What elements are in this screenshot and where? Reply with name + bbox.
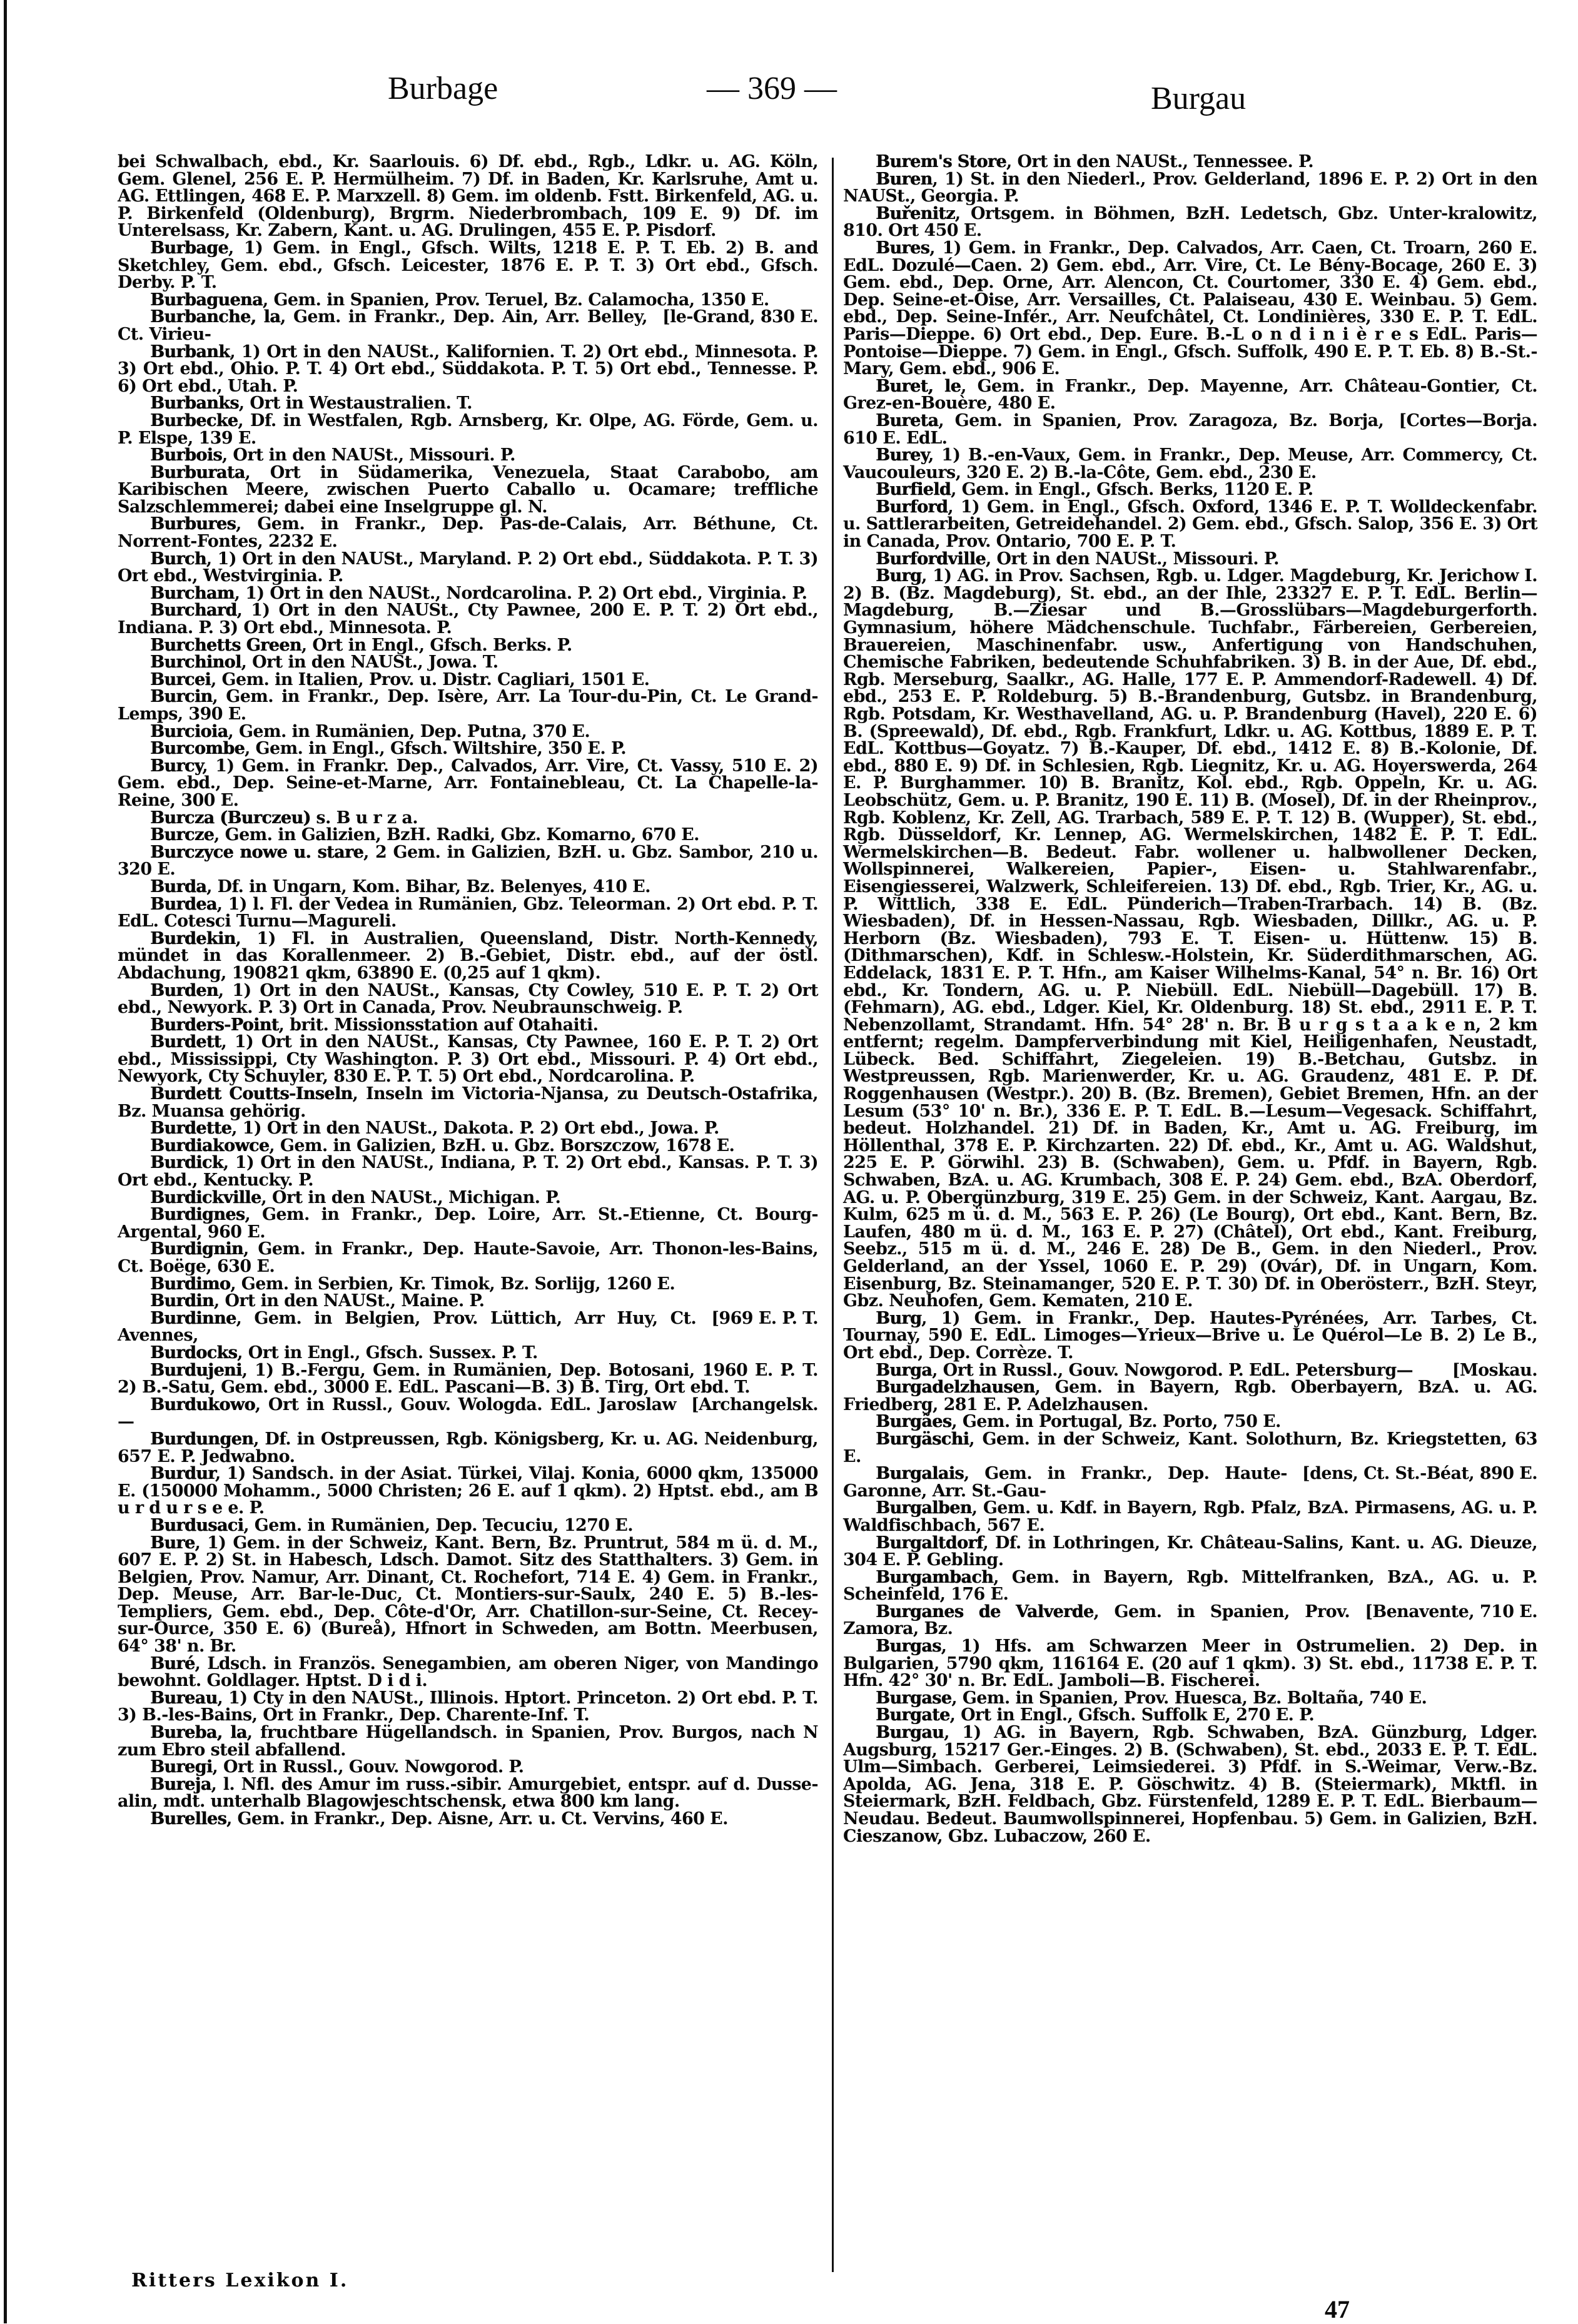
entry-text: , Gem. in Spanien, Prov. Huesca, Bz. Boltaña, 740 E. bbox=[951, 1688, 1427, 1708]
dictionary-entry bbox=[843, 1724, 1537, 1845]
entry-headword: Burcombe bbox=[150, 739, 245, 759]
entry-text: , 2 Gem. in Galizien, BzH. u. Gbz. Sambor, 210 u. 320 E. bbox=[118, 842, 818, 880]
entry-headword: Burchetts Green bbox=[150, 635, 301, 655]
entry-text: , Ort in Engl., Gfsch. Suffolk E, 270 E. P. bbox=[949, 1705, 1315, 1725]
entry-headword: Burcy bbox=[150, 756, 203, 776]
entry-text: , Gem. in Spanien, Prov. Teruel, Bz. Calamocha, 1350 E. bbox=[262, 290, 769, 310]
entry-headword: Burgate bbox=[876, 1705, 950, 1725]
entry-text: , 1) AG. in Prov. Sachsen, Rgb. u. Ldger. Magdeburg, Kr. Jerichow I. 2) B. (Bz. Magdeburg), St. ebd., an der Ihle, 23327 E. P. T. EdL. Berlin—Magdeburg, B.—Ziesar und B.—Grosslübars—Magdeburgerforth. Gymnasium, höhere Mädchenschule. Tuchfabr., Färbereien, Gerbereien, Brauereien, Maschinenfabr. usw., Anfertigung von Handschuhen, Chemische Fabriken, bedeutende Schuhfabriken. 3) B. in der Aue, Df. ebd., Rgb. Merseburg, Saalkr., AG. Halle, 177 E. P. Ammendorf-Radewell. 4) Df. ebd., 253 E. P. Roldeburg. 5) B.-Brandenburg, Gutsbz. in Brandenburg, Rgb. Potsdam, Kr. Westhavelland, AG. u. P. Brandenburg (Havel), 220 E. 6) B. (Spreewald), Df. ebd., Rgb. Frankfurt, Ldkr. u. AG. Kottbus, 1889 E. P. T. EdL. Kottbus—Goyatz. 7) B.-Kauper, Df. ebd., 1412 E. 8) B.-Kolonie, Df. ebd., 880 E. 9) Df. in Schlesien, Rgb. Liegnitz, Kr. u. AG. Hoyerswerda, 264 E. P. Burghammer. 10) B. Branitz, Kol. ebd., Rgb. Oppeln, Kr. u. AG. Leobschütz, Gem. u. P. Branitz, 190 E. 11) B. (Mosel), Df. in der Rheinprov., Rgb. Koblenz, Kr. Zell, AG. Trarbach, 589 E. P. T. 12) B. (Wupper), St. ebd., Rgb. Düsseldorf, Kr. Lennep, AG. Wermelskirchen, 1482 E. P. T. EdL. Wermelskirchen—B. Bedeut. Fabr. wollener u. halbwollener Decken, Wollspinnerei, Walkereien, Papier-, Eisen- u. Stahlwarenfabr., Eisengiesserei, Walzwerk, Schleifereien. 13) Df. ebd., Rgb. Trier, Kr., AG. u. P. Wittlich, 338 E. EdL. Pünderich—Traben-Trarbach. 14) B. (Bz. Wiesbaden), Df. in Hessen-Nassau, Rgb. Wiesbaden, Dillkr., AG. u. P. Herborn (Bz. Wiesbaden), 793 E. T. Eisen- u. Hüttenw. 15) B. (Dithmarschen), Kdf. in Schlesw.-Holstein, Kr. Süderdithmarschen, AG. Eddelack, 1831 E. P. T. Hfn., am Kaiser Wilhelms-Kanal, 54° n. Br. 16) Ort ebd., Kr. Tondern, AG. u. P. Niebüll. EdL. Niebüll—Dagebüll. 17) B. (Fehmarn), AG. ebd., Ldger. Kiel, Kr. Oldenburg. 18) St. ebd., 2911 E. P. T. Nebenzollamt, Strandamt. Hfn. 54° 28' n. Br. B u r g s t a a k e n, 2 km entfernt; regelm. Dampferverbindung mit Kiel, Heiligenhafen, Neustadt, Lübeck. Bed. Schiffahrt, Ziegeleien. 19) B.-Betchau, Gutsbz. in Westpreussen, Rgb. Marienwerder, Kr. u. AG. Graudenz, 481 E. P. Df. Roggenhausen (Westpr.). 20) B. (Bz. Bremen), Gebiet Bremen, Hfn. an der Lesum (53° 10' n. Br.), 336 E. P. T. EdL. B.—Lesum—Vegesack. Schiffahrt, bedeut. Holzhandel. 21) Df. in Baden, Kr., Amt u. AG. Freiburg, im Höllenthal, 378 E. P. Kirchzarten. 22) Df. ebd., Kr., Amt u. AG. Waldshut, 225 E. P. Görwihl. 23) B. (Schwaben), Gem. u. Pfdf. in Bayern, Rgb. Schwaben, BzA. u. AG. Krumbach, 308 E. P. 24) Gem. ebd., BzA. Oberdorf, AG. u. P. Obergünzburg, 319 E. 25) Gem. in der Schweiz, Kant. Aargau, Bz. Kulm, 625 m ü. d. M., 563 E. P. 26) (Le Bourg), Ort ebd., Kant. Bern, Bz. Laufen, 480 m ü. d. M., 163 E. P. 27) (Châtel), Ort ebd., Kant. Freiburg, Seebz., 515 m ü. d. M., 246 E. 28) De B., Gem. in den Niederl., Prov. Gelderland, an der Yssel, 1060 E. P. 29) (Ovár), Df. in Ungarn, Kom. Eisenburg, Bz. Steinamanger, 520 E. P. T. 30) Df. in Oberösterr., BzH. Steyr, Gbz. Neuhofen, Gem. Kematen, 210 E. bbox=[843, 566, 1537, 1311]
carryover-fragment: [Cortes—Borja. bbox=[1398, 410, 1537, 430]
entry-text: , Ort in Russl., Gouv. Wologda. EdL. Jaroslaw— bbox=[118, 1394, 677, 1432]
entry-text: s. B u r z a. bbox=[310, 808, 418, 828]
dictionary-entry bbox=[843, 205, 1537, 240]
dictionary-entry bbox=[118, 464, 818, 516]
dictionary-entry bbox=[118, 343, 818, 395]
entry-headword: Burdett Coutts-Inseln bbox=[150, 1084, 353, 1104]
dictionary-entry bbox=[118, 1655, 818, 1690]
entry-text: , Gem. in Frankr., Dep. Aisne, Arr. u. Ct. Vervins, 460 E. bbox=[226, 1809, 728, 1829]
carryover-fragment: [le-Grand, 830 E. bbox=[662, 307, 818, 327]
entry-headword: Burdimo bbox=[150, 1274, 231, 1294]
entry-text: , Df. in Lothringen, Kr. Château-Salins, Kant. u. AG. Dieuze, 304 E. P. Gebling. bbox=[843, 1533, 1537, 1570]
dictionary-entry bbox=[118, 1120, 818, 1137]
dictionary-entry bbox=[118, 1535, 818, 1655]
dictionary-entry bbox=[118, 826, 818, 844]
running-head-last-keyword: Burgau bbox=[1151, 81, 1247, 116]
entry-text: , Df. in Ungarn, Kom. Bihar, Bz. Belenyes, 410 E. bbox=[206, 876, 650, 896]
dictionary-entry bbox=[843, 1535, 1537, 1569]
entry-headword: Burdin bbox=[150, 1291, 214, 1311]
dictionary-entry bbox=[118, 878, 818, 896]
carryover-fragment: [Archangelsk. bbox=[691, 1394, 818, 1414]
entry-text: bei Schwalbach, ebd., Kr. Saarlouis. 6) Df. ebd., Rgb., Ldkr. u. AG. Köln, Gem. Glenel, 256 E. P. Hermülheim. 7) Df. in Baden, Kr. Karlsruhe, Amt u. AG. Ettlingen, 468 E. P. Marxzell. 8) Gem. im oldenb. Fstt. Birkenfeld, AG. u. P. Birkenfeld (Oldenburg), Brgrm. Niederbrombach, 109 E. 9) Df. im Unterelsass, Kr. Zabern, Kant. u. AG. Drulingen, 455 E. P. Pisdorf. bbox=[118, 152, 818, 241]
dictionary-entry bbox=[118, 1362, 818, 1396]
dictionary-entry bbox=[118, 809, 818, 827]
dictionary-entry bbox=[118, 240, 818, 292]
entry-headword: Burbaguena bbox=[150, 290, 263, 310]
entry-text: , 1) Ort in den NAUSt., Maryland. P. 2) Ort ebd., Süddakota. P. T. 3) Ort ebd., Westvirginia. P. bbox=[118, 549, 818, 586]
entry-text: , Ort in den NAUSt., Maine. P. bbox=[213, 1291, 485, 1311]
dictionary-entry bbox=[118, 395, 818, 412]
entry-text: , 1) Fl. in Australien, Queensland, Distr. North-Kennedy, mündet in das Korallenmeer. 2) B.-Gebiet, Distr. ebd., auf der östl. Abdachung, 190821 qkm, 63890 E. (0,25 auf 1 qkm). bbox=[118, 928, 818, 983]
entry-headword: Burgalben bbox=[876, 1498, 972, 1518]
dictionary-entry bbox=[843, 567, 1537, 1310]
entry-headword: Burbank bbox=[150, 342, 230, 362]
dictionary-entry bbox=[843, 1431, 1537, 1465]
footer-publication-title: Ritters Lexikon I. bbox=[131, 2270, 349, 2291]
entry-headword: Bure bbox=[150, 1533, 195, 1553]
entry-text: , Gem. in Portugal, Bz. Porto, 750 E. bbox=[951, 1412, 1281, 1432]
dictionary-entry bbox=[118, 585, 818, 602]
dictionary-entry bbox=[118, 308, 818, 343]
entry-headword: Burch bbox=[150, 549, 206, 569]
entry-headword: Bureja bbox=[150, 1774, 211, 1794]
entry-headword: Burbecke bbox=[150, 410, 238, 430]
entry-text: , fruchtbare Hügellandsch. in Spanien, Prov. Burgos, nach N zum Ebro steil abfallend. bbox=[118, 1723, 818, 1760]
entry-headword: Buregi bbox=[150, 1757, 213, 1777]
entry-headword: Burford bbox=[876, 497, 948, 517]
dictionary-entry bbox=[843, 1465, 1537, 1499]
dictionary-entry bbox=[118, 1465, 818, 1517]
entry-text: , 1) Hfs. am Schwarzen Meer in Ostrumelien. 2) Dep. in Bulgarien, 5790 qkm, 116164 E. (20 auf 1 qkm). 3) St. ebd., 11738 E. P. T. Hfn. 42° 30' n. Br. EdL. Jamboli—B. Fischerei. bbox=[843, 1636, 1537, 1691]
dictionary-entry bbox=[118, 515, 818, 550]
dictionary-entry bbox=[843, 240, 1537, 378]
dictionary-entry bbox=[843, 1499, 1537, 1534]
entry-text: , Gem. in Bayern, Rgb. Oberbayern, BzA. u. AG. Friedberg, 281 E. P. Adelzhausen. bbox=[843, 1378, 1537, 1414]
dictionary-entry bbox=[118, 412, 818, 447]
carryover-fragment: [Benavente, 710 E. bbox=[1365, 1601, 1537, 1621]
entry-text: , Gem. in Frankr., Dep. Haute-Garonne, Arr. St.-Gau- bbox=[843, 1464, 1287, 1501]
entry-text: , 1) Ort in den NAUSt., Cty Pawnee, 200 E. P. T. 2) Ort ebd., Indiana. P. 3) Ort ebd., Minnesota. P. bbox=[118, 601, 818, 638]
entry-headword: Burdette bbox=[150, 1119, 232, 1139]
entry-headword: Burdickville bbox=[150, 1187, 261, 1207]
dictionary-entry bbox=[118, 1206, 818, 1241]
entry-headword: Burdungen bbox=[150, 1429, 254, 1449]
entry-text: , Gem. in Frankr., Dep. Mayenne, Arr. Château-Gontier, Ct. Grez-en-Bouère, 480 E. bbox=[843, 376, 1537, 414]
entry-text: , 1) Ort in den NAUSt., Kalifornien. T. 2) Ort ebd., Minnesota. P. 3) Ort ebd., Ohio. P. T. 4) Ort ebd., Süddakota. P. T. 5) Ort ebd., Tennesse. P. 6) Ort ebd., Utah. P. bbox=[118, 342, 818, 396]
entry-headword: Burdignin bbox=[150, 1239, 243, 1259]
dictionary-entry bbox=[843, 171, 1537, 205]
entry-text: , Gem. in Engl., Gfsch. Berks, 1120 E. P. bbox=[951, 480, 1313, 500]
dictionary-entry bbox=[118, 292, 818, 309]
entry-text: , 1) Gem. in der Schweiz, Kant. Bern, Bz. Pruntrut, 584 m ü. d. M., 607 E. P. 2) St. in Habesch, Ldsch. Damot. Sitz des Statthalters. 3) Gem. in Belgien, Prov. Namur, Arr. Dinant, Ct. Rochefort, 714 E. 4) Gem. in Frankr., Dep. Meuse, Arr. Bar-le-Duc, Ct. Montiers-sur-Saulx, 240 E. 5) B.-les-Templiers, Gem. ebd., Dep. Côte-d'Or, Arr. Chatillon-sur-Seine, Ct. Recey-sur-Ource, 350 E. 6) (Bureå), Hfnort in Schweden, am Bottn. Meerbusen, 64° 38' n. Br. bbox=[118, 1533, 818, 1657]
entry-text: , Ort in den NAUSt., Missouri. P. bbox=[985, 549, 1279, 569]
dictionary-entry bbox=[843, 1310, 1537, 1362]
entry-headword: Burcioia bbox=[150, 721, 228, 741]
entry-headword: Burdur bbox=[150, 1464, 215, 1484]
dictionary-entry bbox=[118, 1137, 818, 1155]
entry-headword: Burey bbox=[876, 445, 928, 465]
entry-text: , 1) l. Fl. der Vedea in Rumänien, Gbz. Teleorman. 2) Ort ebd. P. T. EdL. Cotesci Turnu—Magureli. bbox=[118, 894, 818, 931]
entry-text: , Gem. in Frankr., Dep. Pas-de-Calais, Arr. Béthune, Ct. Norrent-Fontes, 2232 E. bbox=[118, 514, 818, 552]
entry-headword: Burbanche, la bbox=[150, 307, 281, 327]
dictionary-entry bbox=[118, 1810, 818, 1828]
entry-headword: Burelles bbox=[150, 1809, 226, 1829]
running-head-first-keyword: Burbage bbox=[388, 71, 498, 106]
dictionary-entry bbox=[118, 153, 818, 240]
dictionary-entry bbox=[118, 1292, 818, 1310]
dictionary-entry bbox=[118, 1017, 818, 1034]
entry-headword: Burbois bbox=[150, 445, 222, 465]
dictionary-entry bbox=[118, 688, 818, 723]
dictionary-entry bbox=[118, 1758, 818, 1776]
entry-headword: Burden bbox=[150, 980, 218, 1000]
entry-text: , 1) Sandsch. in der Asiat. Türkei, Vilaj. Konia, 6000 qkm, 135000 E. (150000 Mohamm., 5000 Christen; 26 E. auf 1 qkm). 2) Hptst. ebd., am B u r d u r s e e. P. bbox=[118, 1464, 818, 1518]
dictionary-entry bbox=[118, 982, 818, 1017]
entry-text: , Gem. in Spanien, Prov. Zamora, Bz. bbox=[843, 1601, 1350, 1639]
dictionary-entry bbox=[843, 1569, 1537, 1603]
entry-text: , Ldsch. in Französ. Senegambien, am oberen Niger, von Mandingo bewohnt. Goldlager. Hptst. D i d i. bbox=[118, 1653, 818, 1691]
entry-headword: Burbures bbox=[150, 514, 236, 534]
dictionary-entry bbox=[118, 1517, 818, 1535]
dictionary-entry bbox=[118, 1241, 818, 1275]
entry-text: , 1) St. in den Niederl., Prov. Gelderland, 1896 E. P. 2) Ort in den NAUSt., Georgia. P. bbox=[843, 169, 1537, 206]
carryover-fragment: [dens, Ct. St.-Béat, 890 E. bbox=[1302, 1464, 1537, 1484]
entry-headword: Burgaltdorf bbox=[876, 1533, 983, 1553]
dictionary-entry bbox=[843, 153, 1537, 171]
entry-headword: Burdick bbox=[150, 1153, 223, 1173]
entry-text: , 1) Gem. in Frankr., Dep. Calvados, Arr. Caen, Ct. Troarn, 260 E. EdL. Dozulé—Caen. 2) Gem. ebd., Arr. Vire, Ct. Le Bény-Bocage, 260 E. 3) Gem. ebd., Dep. Orne, Arr. Alencon, Ct. Courtomer, 330 E. 4) Gem. ebd., Dep. Seine-et-Oise, Arr. Versailles, Ct. Palaiseau, 430 E. Weinbau. 5) Gem. ebd., Dep. Seine-Infér., Arr. Neufchâtel, Ct. Londinières, 330 E. P. T. EdL. Paris—Dieppe. 6) Ort ebd., Dep. Eure. B.-L o n d i n i è r e s EdL. Paris—Pontoise—Dieppe. 7) Gem. in Engl., Gfsch. Suffolk, 490 E. P. T. Eb. 8) B.-St.-Mary, Gem. ebd., 906 E. bbox=[843, 238, 1537, 379]
entry-headword: Burfield bbox=[876, 480, 951, 500]
entry-headword: Burdinne bbox=[150, 1308, 236, 1328]
entry-text: , 1) B.-en-Vaux, Gem. in Frankr., Dep. Meuse, Arr. Commercy, Ct. Vaucouleurs, 320 E. 2) B.-la-Côte, Gem. ebd., 230 E. bbox=[843, 445, 1537, 482]
carryover-fragment: [969 E. P. T. bbox=[711, 1308, 818, 1328]
entry-text: , 1) AG. in Bayern, Rgb. Schwaben, BzA. Günzburg, Ldger. Augsburg, 15217 Ger.-Einges. 2) B. (Schwaben), St. ebd., 2033 E. P. T. EdL. Ulm—Simbach. Gerberei, Leimsiederei. 3) Pfdf. in S.-Weimar, Verw.-Bz. Apolda, AG. Jena, 318 E. P. Göschwitz. 4) B. (Steiermark), Mktfl. in Steiermark, BzH. Feldbach, Gbz. Fürstenfeld, 1289 E. P. T. EdL. Bierbaum—Neudau. Bedeut. Baumwollspinnerei, Hopfenbau. 5) Gem. in Galizien, BzH. Cieszanow, Gbz. Lubaczow, 260 E. bbox=[843, 1723, 1537, 1846]
entry-headword: Burcza (Burczeu) bbox=[150, 808, 311, 828]
entry-text: , Gem. in Belgien, Prov. Lüttich, Arr Huy, Ct. Avennes, bbox=[118, 1308, 697, 1346]
dictionary-entry bbox=[843, 412, 1537, 447]
entry-headword: Burga bbox=[876, 1360, 933, 1380]
entry-headword: Burbanks bbox=[150, 393, 239, 414]
dictionary-entry bbox=[843, 551, 1537, 568]
entry-headword: Burburata bbox=[150, 462, 245, 482]
entry-headword: Bureba, la bbox=[150, 1723, 247, 1743]
entry-text: , Gem. in Frankr., Dep. Isère, Arr. La Tour-du-Pin, Ct. Le Grand-Lemps, 390 E. bbox=[118, 687, 818, 724]
footer-signature-number: 47 bbox=[1325, 2295, 1350, 2323]
dictionary-entry bbox=[843, 378, 1537, 412]
entry-headword: Burdukowo bbox=[150, 1394, 255, 1414]
carryover-fragment: [Moskau. bbox=[1452, 1360, 1537, 1380]
entry-headword: Buren bbox=[876, 169, 933, 189]
dictionary-entry bbox=[118, 1396, 818, 1431]
entry-headword: Buret, le bbox=[876, 376, 961, 396]
dictionary-entry bbox=[843, 447, 1537, 481]
dictionary-entry bbox=[118, 637, 818, 654]
dictionary-entry bbox=[118, 1189, 818, 1207]
entry-text: , Gem. in Frankr., Dep. Ain, Arr. Belley, Ct. Virieu- bbox=[118, 307, 647, 344]
entry-text: , Gem. in Galizien, BzH. u. Gbz. Borszczow, 1678 E. bbox=[269, 1135, 735, 1155]
entry-text: , 1) Gem. in Engl., Gfsch. Oxford, 1346 E. P. T. Wolldeckenfabr. u. Sattlerarbeiten, Getreidehandel. 2) Gem. ebd., Gfsch. Salop, 356 E. 3) Ort in Canada, Prov. Ontario, 700 E. P. T. bbox=[843, 497, 1537, 552]
entry-text: , Ort in Südamerika, Venezuela, Staat Carabobo, am Karibischen Meere, zwischen Puerto Caballo u. Ocamare; treffliche Salzschlemmerei; dabei eine Inselgruppe gl. N. bbox=[118, 462, 818, 517]
entry-headword: Burg bbox=[876, 1308, 922, 1328]
dictionary-entry bbox=[843, 1362, 1537, 1379]
entry-headword: Burgäschi bbox=[876, 1429, 969, 1449]
entry-text: , Gem. in Spanien, Prov. Zaragoza, Bz. Borja, 610 E. EdL. bbox=[843, 410, 1384, 448]
dictionary-entry bbox=[843, 499, 1537, 551]
dictionary-entry bbox=[118, 1154, 818, 1189]
left-column bbox=[118, 153, 818, 1828]
entry-text: , 1) B.-Fergu, Gem. in Rumänien, Dep. Botosani, 1960 E. P. T. 2) B.-Satu, Gem. ebd., 3000 E. EdL. Pascani—B. 3) B. Tirg, Ort ebd. T. bbox=[118, 1360, 818, 1398]
dictionary-entry bbox=[118, 723, 818, 741]
entry-headword: Burcham bbox=[150, 583, 235, 603]
entry-headword: Burdiakowce bbox=[150, 1135, 270, 1155]
entry-headword: Burgase bbox=[876, 1688, 952, 1708]
column-divider bbox=[832, 158, 834, 2272]
entry-headword: Burgau bbox=[876, 1723, 944, 1743]
entry-headword: Buré bbox=[150, 1653, 195, 1673]
scan-edge-border bbox=[4, 0, 7, 2323]
dictionary-entry bbox=[843, 1638, 1537, 1690]
entry-headword: Burgas bbox=[876, 1636, 941, 1657]
page-number: — 369 — bbox=[707, 71, 837, 106]
entry-headword: Burbage bbox=[150, 238, 228, 258]
entry-headword: Burgalais bbox=[876, 1464, 964, 1484]
entry-text: , 1) Gem. in Engl., Gfsch. Wilts, 1218 E. P. T. Eb. 2) B. and Sketchley, Gem. ebd., Gfsch. Leicester, 1876 E. P. T. 3) Ort ebd., Gfsch. Derby. P. T. bbox=[118, 238, 818, 293]
entry-text: , 1) Ort in den NAUSt., Dakota. P. 2) Ort ebd., Jowa. P. bbox=[231, 1119, 719, 1139]
entry-text: , Gem. in Galizien, BzH. Radki, Gbz. Komarno, 670 E. bbox=[214, 825, 699, 845]
entry-headword: Bureau bbox=[150, 1688, 218, 1708]
entry-headword: Burdett bbox=[150, 1032, 221, 1052]
dictionary-entry bbox=[118, 740, 818, 758]
dictionary-entry bbox=[118, 1344, 818, 1362]
entry-text: , Ort in Engl., Gfsch. Sussex. P. T. bbox=[237, 1342, 538, 1362]
entry-text: , brit. Missionsstation auf Otahaiti. bbox=[278, 1015, 599, 1035]
entry-text: , 1) Ort in den NAUSt., Kansas, Cty Cowley, 510 E. P. T. 2) Ort ebd., Newyork. P. 3) Ort in Canada, Prov. Neubraunschweig. P. bbox=[118, 980, 818, 1018]
dictionary-entry bbox=[118, 930, 818, 982]
entry-text: , Gem. in Frankr., Dep. Loire, Arr. St.-Etienne, Ct. Bourg-Argental, 960 E. bbox=[118, 1205, 818, 1242]
entry-headword: Burdusaci bbox=[150, 1515, 244, 1535]
dictionary-entry bbox=[843, 481, 1537, 499]
entry-text: , Ort in Engl., Gfsch. Berks. P. bbox=[301, 635, 572, 655]
entry-text: , Ort in den NAUSt., Michigan. P. bbox=[261, 1187, 561, 1207]
entry-headword: Burchard bbox=[150, 601, 237, 621]
entry-headword: Burcze bbox=[150, 825, 215, 845]
entry-headword: Burg bbox=[876, 566, 922, 586]
entry-text: , Ort in Russl., Gouv. Nowgorod. P. bbox=[212, 1757, 524, 1777]
entry-headword: Burders-Point bbox=[150, 1015, 279, 1035]
dictionary-entry bbox=[118, 1690, 818, 1724]
entry-headword: Burfordville bbox=[876, 549, 986, 569]
dictionary-entry bbox=[118, 758, 818, 809]
entry-text: , Gem. in Frankr., Dep. Haute-Savoie, Arr. Thonon-les-Bains, Ct. Boëge, 630 E. bbox=[118, 1239, 818, 1276]
entry-headword: Burganes de Valverde bbox=[876, 1601, 1094, 1621]
right-column bbox=[843, 153, 1537, 1845]
entry-headword: Buřenitz bbox=[876, 203, 955, 223]
entry-text: , Ort in den NAUSt., Missouri. P. bbox=[221, 445, 515, 465]
dictionary-entry bbox=[118, 844, 818, 878]
entry-headword: Burgadelzhausen bbox=[876, 1378, 1035, 1398]
entry-text: , Df. in Ostpreussen, Rgb. Königsberg, Kr. u. AG. Neidenburg, 657 E. P. Jedwabno. bbox=[118, 1429, 818, 1466]
entry-text: , Ort in den NAUSt., Tennessee. P. bbox=[1006, 152, 1314, 171]
entry-headword: Bureta bbox=[876, 410, 939, 430]
entry-text: , 1) Cty in den NAUSt., Illinois. Hptort. Princeton. 2) Ort ebd. P. T. 3) B.-les-Bains, Ort in Frankr., Dep. Charente-Inf. T. bbox=[118, 1688, 818, 1725]
dictionary-entry bbox=[843, 1690, 1537, 1707]
entry-text: , 1) Ort in den NAUSt., Nordcarolina. P. 2) Ort ebd., Virginia. P. bbox=[234, 583, 807, 603]
entry-text: , Ort in Westaustralien. T. bbox=[238, 393, 472, 414]
entry-text: , 1) Gem. in Frankr. Dep., Calvados, Arr. Vire, Ct. Vassy, 510 E. 2) Gem. ebd., Dep. Seine-et-Marne, Arr. Fontainebleau, Ct. La Chapelle-la-Reine, 300 E. bbox=[118, 756, 818, 810]
dictionary-entry bbox=[118, 654, 818, 671]
entry-text: , Ortsgem. in Böhmen, BzH. Ledetsch, Gbz. Unter-kralowitz, 810. Ort 450 E. bbox=[843, 203, 1537, 241]
entry-headword: Burchinol bbox=[150, 652, 241, 672]
dictionary-entry bbox=[118, 1431, 818, 1465]
dictionary-entry bbox=[843, 1413, 1537, 1431]
entry-text: , Gem. u. Kdf. in Bayern, Rgb. Pfalz, BzA. Pirmasens, AG. u. P. Waldfischbach, 567 E. bbox=[843, 1498, 1537, 1535]
entry-text: , 1) Ort in den NAUSt., Indiana, P. T. 2) Ort ebd., Kansas. P. T. 3) Ort ebd., Kentucky. P. bbox=[118, 1153, 818, 1190]
entry-headword: Burcei bbox=[150, 669, 211, 689]
entry-text: , Gem. in Rumänien, Dep. Tecuciu, 1270 E. bbox=[243, 1515, 634, 1535]
entry-headword: Burem's Store bbox=[876, 152, 1006, 171]
dictionary-entry bbox=[118, 896, 818, 930]
entry-headword: Burdea bbox=[150, 894, 217, 914]
dictionary-entry bbox=[118, 1085, 818, 1120]
entry-text: , Ort in Russl., Gouv. Nowgorod. P. EdL. Petersburg— bbox=[932, 1360, 1414, 1380]
entry-headword: Burczyce nowe u. stare bbox=[150, 842, 363, 862]
dictionary-entry bbox=[118, 1310, 818, 1344]
entry-text: , Gem. in Serbien, Kr. Timok, Bz. Sorlijg, 1260 E. bbox=[230, 1274, 675, 1294]
entry-headword: Burcin bbox=[150, 687, 213, 707]
entry-headword: Burda bbox=[150, 876, 207, 896]
entry-headword: Burdignes bbox=[150, 1205, 245, 1225]
dictionary-entry bbox=[118, 1724, 818, 1758]
dictionary-entry bbox=[118, 602, 818, 636]
dictionary-entry bbox=[118, 551, 818, 585]
entry-text: , 1) Gem. in Frankr., Dep. Hautes-Pyrénées, Arr. Tarbes, Ct. Tournay, 590 E. EdL. Limoges—Yrieux—Brive u. Le Quérol—Le B. 2) Le B., Ort ebd., Dep. Corrèze. T. bbox=[843, 1308, 1537, 1362]
entry-text: , l. Nfl. des Amur im russ.-sibir. Amurgebiet, entspr. auf d. Dusse-alin, mdt. unterhalb Blagowjeschtschensk, etwa 800 km lang. bbox=[118, 1774, 818, 1812]
entry-headword: Burdujeni bbox=[150, 1360, 242, 1380]
entry-text: , Df. in Westfalen, Rgb. Arnsberg, Kr. Olpe, AG. Förde, Gem. u. P. Elspe, 139 E. bbox=[118, 410, 818, 448]
entry-text: , Gem. in der Schweiz, Kant. Solothurn, Bz. Kriegstetten, 63 E. bbox=[843, 1429, 1537, 1466]
dictionary-entry bbox=[843, 1379, 1537, 1413]
entry-headword: Burdekin bbox=[150, 928, 236, 948]
entry-headword: Burgambach bbox=[876, 1567, 994, 1587]
entry-headword: Burdocks bbox=[150, 1342, 238, 1362]
entry-text: , Gem. in Bayern, Rgb. Mittelfranken, BzA., AG. u. P. Scheinfeld, 176 E. bbox=[843, 1567, 1537, 1605]
entry-text: , Gem. in Rumänien, Dep. Putna, 370 E. bbox=[228, 721, 590, 741]
entry-headword: Bures bbox=[876, 238, 930, 258]
entry-headword: Burgães bbox=[876, 1412, 952, 1432]
entry-text: , Gem. in Engl., Gfsch. Wiltshire, 350 E. P. bbox=[244, 739, 627, 759]
entry-text: , Inseln im Victoria-Njansa, zu Deutsch-Ostafrika, Bz. Muansa gehörig. bbox=[118, 1084, 818, 1121]
entry-text: , Ort in den NAUSt., Jowa. T. bbox=[241, 652, 498, 672]
dictionary-entry bbox=[118, 1776, 818, 1810]
dictionary-entry bbox=[118, 671, 818, 689]
dictionary-entry bbox=[118, 1033, 818, 1085]
dictionary-entry bbox=[118, 447, 818, 464]
dictionary-entry bbox=[843, 1603, 1537, 1638]
dictionary-entry bbox=[843, 1707, 1537, 1724]
dictionary-entry bbox=[118, 1276, 818, 1293]
entry-text: , 1) Ort in den NAUSt., Kansas, Cty Pawnee, 160 E. P. T. 2) Ort ebd., Mississippi, Cty Washington. P. 3) Ort ebd., Missouri. P. 4) Ort ebd., Newyork, Cty Schuyler, 830 E. P. T. 5) Ort ebd., Nordcarolina. P. bbox=[118, 1032, 818, 1087]
entry-text: , Gem. in Italien, Prov. u. Distr. Cagliari, 1501 E. bbox=[210, 669, 650, 689]
